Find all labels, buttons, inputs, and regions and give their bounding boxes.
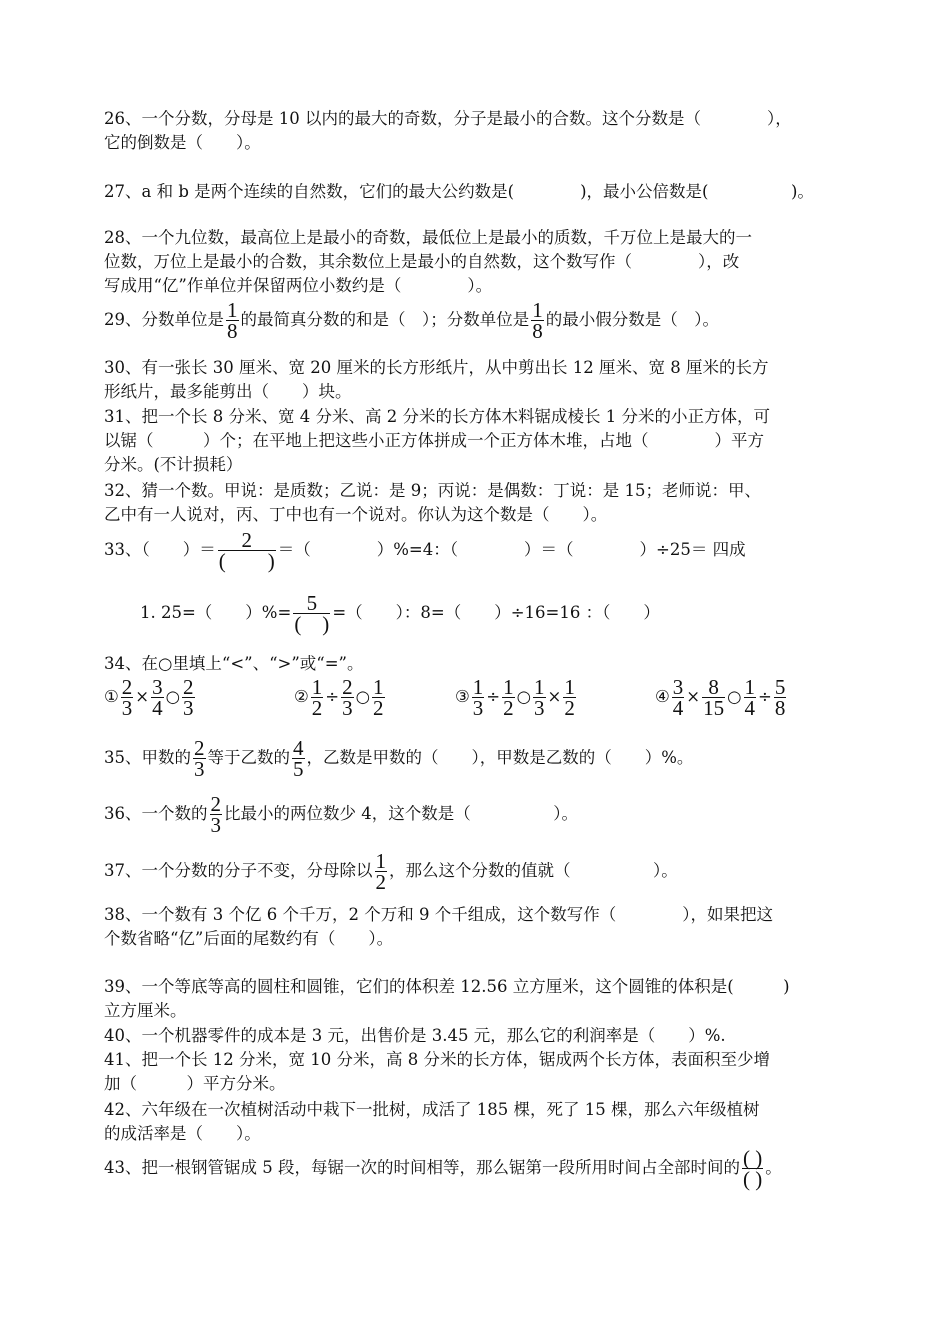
question-43-text-b: 。 [765, 1158, 782, 1177]
fraction [502, 677, 515, 718]
question-34-title: 34、在○里填上“<”、“>”或“=”。 [104, 654, 364, 673]
question-39-line-2: 立方厘米。 [104, 1001, 187, 1020]
numerator: 1 [532, 298, 543, 322]
denominator: 3 [210, 813, 221, 837]
denominator: 2 [311, 696, 323, 720]
question-36-text-b: 比最小的两位数少 4，这个数是（ ）。 [224, 804, 578, 823]
numerator: 5 [774, 675, 786, 699]
question-35-text-b: 等于乙数的 [207, 748, 290, 767]
operator: × [547, 687, 562, 706]
operator: × [686, 687, 701, 706]
question-40: 40、一个机器零件的成本是 3 元，出售价是 3.45 元，那么它的利润率是（ ）%. [104, 1026, 726, 1045]
denominator: 3 [534, 696, 545, 720]
numerator: 2 [121, 675, 133, 699]
compare-circle[interactable]: ○ [727, 687, 742, 706]
denominator: 4 [744, 696, 756, 720]
denominator: 4 [672, 696, 684, 720]
fraction [744, 677, 757, 718]
numerator: 2 [218, 530, 276, 551]
question-28-line-3: 写成用“亿”作单位并保留两位小数约是（ ）。 [104, 276, 493, 295]
question-43-text-a: 43、把一根钢管锯成 5 段，每锯一次的时间相等，那么锯第一段所用时间占全部时间的 [104, 1158, 740, 1177]
question-42-line-2: 的成活率是（ ）。 [104, 1124, 261, 1143]
question-37-text-b: ，那么这个分数的值就（ ）。 [389, 861, 678, 880]
numerator: 2 [194, 736, 205, 760]
fraction [563, 677, 576, 718]
question-29-text-b: 的最简真分数的和是（ ）；分数单位是 [240, 310, 530, 329]
question-38-line-1: 38、一个数有 3 个亿 6 个千万，2 个万和 9 个千组成，这个数写作（ ），如果把这 [104, 905, 773, 924]
operator: ÷ [758, 687, 772, 706]
numerator: ( ) [742, 1146, 763, 1170]
question-34-item-1 [104, 677, 197, 718]
denominator: 4 [152, 696, 163, 720]
question-43 [104, 1148, 782, 1189]
question-33-line-2-text-a: 1. 25=（ ）%= [140, 603, 292, 622]
question-29-fraction-2 [531, 300, 544, 341]
question-43-fraction [742, 1148, 763, 1189]
item-label: ④ [655, 687, 670, 706]
question-36-fraction [210, 794, 223, 835]
item-label: ① [104, 687, 119, 706]
operator: × [135, 687, 150, 706]
operator: ÷ [325, 687, 340, 706]
item-label: ② [294, 687, 309, 706]
item-label: ③ [455, 687, 470, 706]
denominator: ( ) [742, 1167, 763, 1191]
numerator: 4 [293, 736, 304, 760]
numerator: 2 [342, 675, 353, 699]
numerator: 1 [534, 675, 545, 699]
question-31-line-1: 31、把一个长 8 分米、宽 4 分米、高 2 分米的长方体木料锯成棱长 1 分米的小正方体，可 [104, 407, 770, 426]
fraction [151, 677, 164, 718]
numerator: 3 [152, 675, 163, 699]
question-38-line-2: 个数省略“亿”后面的尾数约有（ ）。 [104, 929, 394, 948]
denominator: 15 [703, 696, 725, 720]
question-26-line-1: 26、一个分数，分母是 10 以内的最大的奇数，分子是最小的合数。这个分数是（ ）， [104, 109, 792, 128]
question-31-line-3: 分米。(不计损耗） [104, 455, 243, 474]
question-35 [104, 738, 693, 779]
numerator: 1 [311, 675, 323, 699]
denominator: 5 [293, 757, 304, 781]
numerator: 1 [503, 675, 514, 699]
numerator: 8 [702, 677, 725, 698]
compare-circle[interactable]: ○ [165, 687, 181, 706]
question-30-line-1: 30、有一张长 30 厘米、宽 20 厘米的长方形纸片，从中剪出长 12 厘米、宽 8 厘米的长方 [104, 358, 769, 377]
denominator: 3 [194, 757, 205, 781]
question-29-text-c: 的最小假分数是（ ）。 [545, 310, 719, 329]
question-33-line-2 [140, 593, 660, 634]
numerator: 2 [210, 792, 221, 816]
question-39-line-1: 39、一个等底等高的圆柱和圆锥，它们的体积差 12.56 立方厘米，这个圆锥的体积是( ) [104, 977, 790, 996]
question-41-line-1: 41、把一个长 12 分米，宽 10 分米，高 8 分米的长方体，锯成两个长方体，表面积至少增 [104, 1050, 770, 1069]
question-28-line-1: 28、一个九位数，最高位上是最小的奇数，最低位上是最小的质数，千万位上是最大的一 [104, 228, 752, 247]
question-34-item-4 [655, 677, 788, 718]
question-32-line-2: 乙中有一人说对，丙、丁中也有一个说对。你认为这个数是（ ）。 [104, 505, 608, 524]
denominator: 8 [774, 696, 786, 720]
question-35-text-c: ，乙数是甲数的（ ），甲数是乙数的（ ）%。 [306, 748, 694, 767]
denominator: 3 [472, 696, 484, 720]
question-33-fraction-2 [293, 593, 330, 634]
question-41-line-2: 加（ ）平方分米。 [104, 1074, 286, 1093]
denominator: 2 [503, 696, 514, 720]
question-26-line-2: 它的倒数是（ ）。 [104, 133, 261, 152]
question-31-line-2: 以锯（ ）个；在平地上把这些小正方体拼成一个正方体木堆，占地（ ）平方 [104, 431, 764, 450]
denominator: 8 [532, 319, 543, 343]
fraction [182, 677, 195, 718]
fraction [774, 677, 787, 718]
question-36-text-a: 36、一个数的 [104, 804, 208, 823]
denominator: 2 [373, 696, 384, 720]
denominator: ( ) [218, 549, 275, 573]
numerator: 1 [564, 675, 575, 699]
denominator: 3 [183, 696, 194, 720]
numerator: 1 [744, 675, 756, 699]
question-37-fraction [375, 851, 388, 892]
question-33-text-a: 33、（ ）＝ [104, 540, 216, 559]
denominator: 8 [227, 319, 238, 343]
question-33-text-b: ＝（ ）%=4：（ ）＝（ ）÷25＝ 四成 [277, 540, 746, 559]
question-29-fraction-1 [226, 300, 239, 341]
question-33-fraction [218, 530, 276, 571]
denominator: 3 [121, 696, 133, 720]
compare-circle[interactable]: ○ [516, 687, 532, 706]
question-28-line-2: 位数，万位上是最小的合数，其余数位上是最小的自然数，这个数写作（ ），改 [104, 252, 740, 271]
question-36 [104, 794, 578, 835]
fraction [341, 677, 354, 718]
numerator: 1 [375, 849, 386, 873]
question-30-line-2: 形纸片，最多能剪出（ ）块。 [104, 382, 352, 401]
question-27: 27、a 和 b 是两个连续的自然数，它们的最大公约数是( )，最小公倍数是( )。 [104, 182, 814, 201]
denominator: 2 [375, 870, 386, 894]
numerator: 2 [183, 675, 194, 699]
fraction [311, 677, 324, 718]
question-35-fraction-2 [292, 738, 305, 779]
question-37-text-a: 37、一个分数的分子不变，分母除以 [104, 861, 373, 880]
question-33-line-2-text-b: =（ ）：8=（ ）÷16=16 ：（ ） [332, 603, 660, 622]
question-37 [104, 851, 678, 892]
question-35-fraction-1 [193, 738, 206, 779]
compare-circle[interactable]: ○ [355, 687, 371, 706]
operator: ÷ [486, 687, 501, 706]
question-34-item-2 [294, 677, 387, 718]
fraction [672, 677, 685, 718]
question-35-text-a: 35、甲数的 [104, 748, 191, 767]
fraction [472, 677, 485, 718]
numerator: 5 [293, 593, 330, 614]
question-33-line-1 [104, 530, 746, 571]
question-29 [104, 300, 719, 341]
question-34-item-3 [455, 677, 578, 718]
numerator: 3 [672, 675, 684, 699]
fraction [702, 677, 725, 718]
question-32-line-1: 32、猜一个数。甲说：是质数；乙说：是 9；丙说：是偶数：丁说：是 15；老师说：甲、 [104, 481, 761, 500]
numerator: 1 [227, 298, 238, 322]
numerator: 1 [373, 675, 384, 699]
numerator: 1 [472, 675, 484, 699]
question-42-line-1: 42、六年级在一次植树活动中栽下一批树，成活了 185 棵，死了 15 棵，那么六年级植树 [104, 1100, 760, 1119]
denominator: 3 [342, 696, 353, 720]
fraction [372, 677, 385, 718]
denominator: 2 [564, 696, 575, 720]
denominator: ( ) [294, 612, 330, 636]
fraction [121, 677, 134, 718]
question-29-text-a: 29、分数单位是 [104, 310, 224, 329]
fraction [533, 677, 546, 718]
